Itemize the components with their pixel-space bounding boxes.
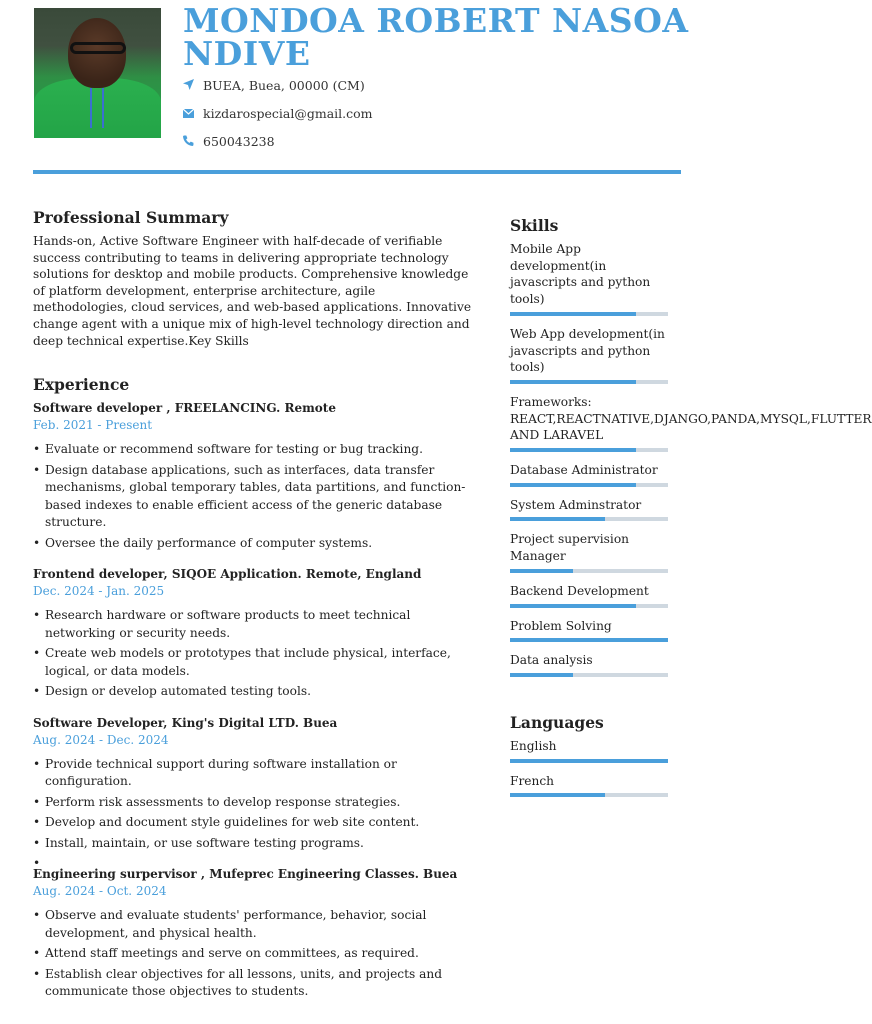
envelope-icon (183, 107, 203, 121)
photo-lanyard (90, 88, 104, 128)
skill-name: Web App development(in javascripts and python tools) (510, 326, 665, 375)
skill-item (510, 531, 670, 572)
skill-level-bar (510, 517, 668, 521)
languages-heading: Languages (510, 712, 604, 732)
job-date: Dec. 2024 - Jan. 2025 (33, 584, 165, 599)
skill-level-bar (510, 638, 668, 642)
job-entry (33, 866, 473, 1001)
duty-list (33, 607, 473, 701)
duty-item: • Observe and evaluate students' performance, behavior, social development, and physical health. (33, 907, 473, 942)
job-date: Aug. 2024 - Dec. 2024 (33, 732, 169, 747)
job-entry (33, 715, 473, 853)
skill-level-fill (510, 380, 636, 384)
contact-phone[interactable] (183, 134, 275, 149)
skill-level-bar (510, 448, 668, 452)
skill-item (510, 618, 670, 643)
skill-name: Data analysis (510, 653, 593, 668)
duty-item: • Evaluate or recommend software for testing or bug tracking. (33, 441, 473, 459)
duty-item: • Attend staff meetings and serve on committees, as required. (33, 945, 473, 963)
language-name: English (510, 738, 557, 753)
phone-icon (183, 135, 203, 149)
skill-name: Mobile App development(in javascripts and python tools) (510, 242, 651, 307)
duty-item: • Design database applications, such as interfaces, data transfer mechanisms, global temporary tables, data partitions, and function-based indexes to enable efficient access of the generic database structure. (33, 462, 473, 532)
experience-heading: Experience (33, 375, 130, 395)
job-date: Feb. 2021 - Present (33, 418, 153, 433)
summary-text: Hands-on, Active Software Engineer with half-decade of verifiable success contributing to teams in delivering appropriate technology solutions for desktop and mobile products. Comprehensive knowledge of platform development, enterprise architecture, agile methodologies, cloud services, and web-based applications. Innovative change agent with a unique mix of high-level technology direction and deep technical expertise.Key Skills (33, 234, 472, 348)
job-title: Engineering surpervisor , Mufeprec Engineering Classes. Buea (33, 867, 458, 882)
skills-section (510, 216, 872, 677)
skill-level-bar (510, 312, 668, 316)
duty-item: • Design or develop automated testing tools. (33, 683, 473, 701)
skill-item (510, 326, 670, 384)
skill-level-fill (510, 569, 573, 573)
contact-email[interactable] (183, 106, 373, 121)
languages-section (510, 713, 670, 797)
skill-level-bar (510, 569, 668, 573)
skill-level-fill (510, 673, 573, 677)
location-arrow-icon (183, 79, 203, 93)
language-level-fill (510, 793, 605, 797)
duty-list (33, 756, 473, 853)
experience-section (33, 375, 473, 1001)
job-title: Software Developer, King's Digital LTD. Buea (33, 715, 338, 730)
summary-heading: Professional Summary (33, 208, 229, 227)
main-column (33, 208, 473, 1015)
skill-item (510, 583, 670, 608)
skill-name: Project supervision Manager (510, 532, 630, 564)
duty-item: • Create web models or prototypes that include physical, interface, logical, or data models. (33, 645, 473, 680)
duty-list (33, 441, 473, 552)
job-entry (33, 566, 473, 701)
job-title: Frontend developer, SIQOE Application. Remote, England (33, 567, 422, 582)
skill-level-fill (510, 517, 605, 521)
language-level-bar (510, 759, 668, 763)
skill-level-bar (510, 604, 668, 608)
duty-item: • Install, maintain, or use software testing programs. (33, 835, 473, 853)
duty-item: • Perform risk assessments to develop response strategies. (33, 794, 473, 812)
skill-item (510, 652, 670, 677)
photo-glasses (70, 42, 126, 54)
contact-location (183, 78, 365, 93)
skill-level-bar (510, 673, 668, 677)
duty-item: • Establish clear objectives for all lessons, units, and projects and communicate those objectives to students. (33, 966, 473, 1001)
language-level-bar (510, 793, 668, 797)
skill-name: System Adminstrator (510, 497, 642, 512)
language-name: French (510, 773, 555, 788)
duty-item: • Research hardware or software products to meet technical networking or security needs. (33, 607, 473, 642)
phone-text[interactable]: 650043238 (203, 134, 275, 149)
job-entry (33, 400, 473, 552)
skill-level-bar (510, 380, 668, 384)
skill-level-fill (510, 312, 636, 316)
skill-name: Problem Solving (510, 618, 612, 633)
duty-item: • Oversee the daily performance of computer systems. (33, 535, 473, 553)
profile-photo (34, 8, 161, 134)
language-item (510, 738, 670, 763)
job-date: Aug. 2024 - Oct. 2024 (33, 884, 167, 899)
job-list (33, 400, 473, 1001)
location-text: BUEA, Buea, 00000 (CM) (203, 78, 365, 93)
language-item (510, 773, 670, 798)
skills-heading: Skills (510, 216, 559, 235)
duty-list (33, 907, 473, 1001)
skill-level-fill (510, 638, 668, 642)
skill-item (510, 241, 670, 316)
email-text[interactable]: kizdarospecial@gmail.com (203, 106, 373, 121)
skill-level-fill (510, 448, 636, 452)
duty-item: • Develop and document style guidelines for web site content. (33, 814, 473, 832)
job-title: Software developer , FREELANCING. Remote (33, 401, 336, 416)
skill-level-fill (510, 483, 636, 487)
skill-level-bar (510, 483, 668, 487)
skill-name: Frameworks: REACT,REACTNATIVE,DJANGO,PANDA,MYSQL,FLUTTER AND LARAVEL (510, 394, 872, 443)
language-level-fill (510, 759, 668, 763)
candidate-name: MONDOA ROBERT NASOA NDIVE (183, 1, 689, 73)
skill-level-fill (510, 604, 636, 608)
skill-name: Database Administrator (510, 463, 658, 478)
duty-item: • Provide technical support during software installation or configuration. (33, 756, 473, 791)
skill-item (510, 462, 670, 487)
header-divider (33, 170, 681, 174)
language-list (510, 738, 670, 797)
skill-list (510, 241, 872, 677)
sidebar-column (510, 216, 872, 807)
skill-item (510, 394, 872, 452)
summary-section (33, 208, 473, 349)
skill-name: Backend Development (510, 583, 649, 598)
skill-item (510, 497, 670, 522)
